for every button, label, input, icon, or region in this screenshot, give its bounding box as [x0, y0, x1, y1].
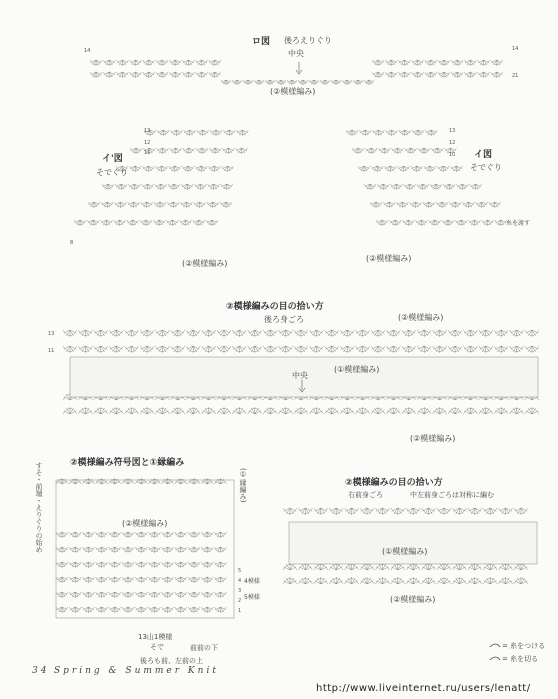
i-right-row-13: 13: [449, 128, 456, 134]
i-right-subtitle: そでぐり: [470, 163, 502, 172]
pickup-back-center: 中央: [292, 371, 308, 380]
i-left-subtitle: そでぐり: [96, 168, 128, 177]
i-left-pattern: (②模様編み): [182, 259, 228, 268]
symbol-chart-legend-1: そで: [150, 643, 164, 651]
i-left-title: イ'図: [102, 154, 123, 164]
symbol-chart-legend-2: 前前の下: [190, 644, 218, 652]
i-right-row-12: 12: [449, 140, 456, 146]
ro-diagram-title: ロ図: [252, 37, 271, 47]
legend-cut-yarn: = 糸を切る: [502, 655, 539, 663]
pickup-back-inner-pattern: (①模様編み): [334, 365, 380, 374]
pickup-front-subtitle-right: 中左前身ごろは対称に編む: [410, 491, 494, 499]
symbol-chart-side-4: 4模様: [244, 578, 260, 585]
pickup-front-pattern-bottom: (②模様編み): [390, 595, 436, 604]
i-right-note: 糸を渡す: [506, 220, 531, 227]
symbol-chart-legend-3: 後ろも前、左前の上: [140, 657, 203, 665]
pickup-front-inner-pattern: (①模様編み): [382, 547, 428, 556]
attach-yarn-icon: [490, 644, 500, 647]
symbol-chart-row-2: 2: [238, 598, 242, 604]
ro-row-right-top: 14: [512, 46, 519, 52]
ro-row-left: 14: [84, 48, 91, 54]
symbol-chart-edging-label: (①縁編み): [239, 468, 247, 503]
i-left-row-8: 8: [70, 240, 74, 246]
symbol-chart-row-5: 5: [238, 568, 242, 574]
i-right-row-10: 10: [449, 152, 456, 158]
i-right-pattern: (②模様編み): [366, 254, 412, 263]
symbol-chart-row-3: 3: [238, 588, 242, 594]
ro-row-right-bottom: 21: [512, 73, 519, 79]
symbol-chart-row-1: 1: [238, 608, 242, 614]
i-left-row-12: 12: [144, 140, 151, 146]
magazine-name: Spring & Summer Knit: [54, 666, 219, 676]
symbol-chart-row-4: 4: [238, 578, 242, 584]
i-left-row-13: 13: [144, 128, 151, 134]
pickup-back-subtitle: 後ろ身ごろ: [264, 315, 304, 324]
pickup-back-pattern-bottom: (②模様編み): [410, 434, 456, 443]
pickup-front-title: ②模様編みの目の拾い方: [345, 478, 443, 488]
legend-attach-yarn: = 糸をつける: [502, 642, 546, 650]
ro-center-label: 中央: [288, 49, 304, 58]
page-number: 34: [32, 666, 50, 676]
ro-diagram-subtitle: 後ろえりぐり: [284, 36, 332, 45]
pickup-front-body-band: [289, 522, 537, 564]
i-left-row-11: 11: [144, 150, 151, 156]
pickup-back-row-13: 13: [48, 331, 55, 337]
pickup-front-subtitle-left: 右前身ごろ: [348, 491, 383, 499]
symbol-chart-legend-0: 13山1模様: [138, 633, 173, 641]
symbol-chart-side-5: 5模様: [244, 594, 260, 601]
i-right-title: イ図: [474, 150, 493, 160]
pickup-back-row-11: 11: [48, 348, 55, 354]
source-url: http://www.liveinternet.ru/users/lenatt/: [316, 683, 531, 694]
symbol-chart-title: ②模様編み符号図と①縁編み: [70, 458, 185, 468]
pickup-back-title: ②模様編みの目の拾い方: [226, 302, 324, 312]
ro-pattern-label: (②模様編み): [270, 87, 316, 96]
cut-yarn-icon: [490, 657, 500, 660]
symbol-chart-pattern-label: (②模様編み): [122, 519, 168, 528]
pickup-back-pattern-top: (②模様編み): [398, 313, 444, 322]
symbol-chart-side-text: すそ・前端・えりぐりの始め: [35, 462, 43, 553]
